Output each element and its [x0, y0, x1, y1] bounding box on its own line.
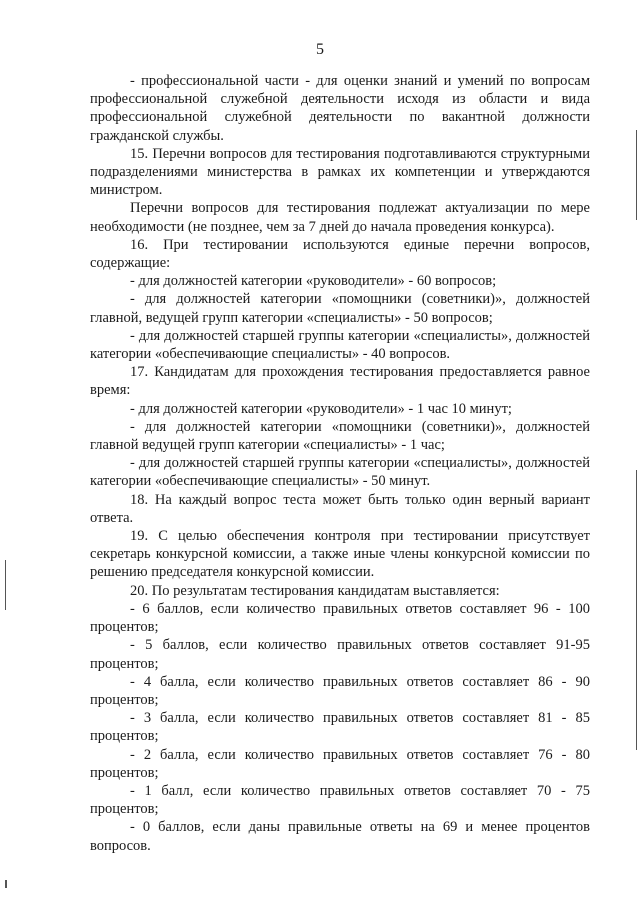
list-item-questions-senior: - для должностей старшей группы категории «специалисты», должностей категории «обеспечивающие специалисты» - 40 вопросов.: [90, 327, 590, 363]
list-item-questions-advisers: - для должностей категории «помощники (советники)», должностей главной, ведущей групп категории «специалисты» - 50 вопросов;: [90, 291, 590, 326]
paragraph-item-18: 18. На каждый вопрос теста может быть только один верный вариант ответа.: [90, 491, 590, 526]
paragraph-item-20: 20. По результатам тестирования кандидатам выставляется:: [130, 582, 500, 599]
paragraph-item-16: 16. При тестировании используются единые перечни вопросов, содержащие:: [90, 236, 590, 272]
scan-edge-mark-left: [5, 560, 6, 610]
list-item-questions-managers: - для должностей категории «руководители» - 60 вопросов;: [130, 273, 497, 290]
list-item-score-1: - 1 балл, если количество правильных ответов составляет 70 - 75 процентов;: [90, 782, 590, 818]
list-item-score-5: - 5 баллов, если количество правильных ответов составляет 91-95 процентов;: [90, 637, 590, 672]
list-item-time-senior: - для должностей старшей группы категории «специалисты», должностей категории «обеспечивающие специалисты» - 50 минут.: [90, 455, 590, 490]
scan-edge-mark-lower: [636, 470, 637, 750]
paragraph-question-update: Перечни вопросов для тестирования подлежат актуализации по мере необходимости (не позднее, чем за 7 дней до начала проведения конкурса).: [90, 200, 590, 235]
paragraph-item-19: 19. С целью обеспечения контроля при тестировании присутствует секретарь конкурсной комиссии, а также иные члены конкурсной комиссии по решению председателя конкурсной комиссии.: [90, 528, 590, 581]
paragraph-item-17: 17. Кандидатам для прохождения тестирования предоставляется равное время:: [90, 364, 590, 399]
list-item-score-2: - 2 балла, если количество правильных ответов составляет 76 - 80 процентов;: [90, 746, 590, 781]
list-item-score-0: - 0 баллов, если даны правильные ответы на 69 и менее процентов вопросов.: [90, 819, 590, 854]
list-item-time-managers: - для должностей категории «руководители» - 1 час 10 минут;: [130, 400, 512, 417]
page-number: 5: [316, 41, 324, 58]
list-item-score-3: - 3 балла, если количество правильных ответов составляет 81 - 85 процентов;: [90, 710, 590, 745]
list-item-score-4: - 4 балла, если количество правильных ответов составляет 86 - 90 процентов;: [90, 673, 590, 708]
scan-corner-mark: [5, 880, 7, 888]
list-item-time-advisers: - для должностей категории «помощники (советники)», должностей главной ведущей групп категории «специалисты» - 1 час;: [90, 418, 590, 454]
document-body: [90, 72, 590, 855]
scan-edge-mark-upper: [636, 130, 637, 220]
list-item-score-6: - 6 баллов, если количество правильных ответов составляет 96 - 100 процентов;: [90, 600, 590, 636]
paragraph-professional-part: - профессиональной части - для оценки знаний и умений по вопросам профессиональной служебной деятельности исходя из области и вида профессиональной служебной деятельности по вакантной должности гражданской службы.: [90, 73, 590, 144]
paragraph-item-15: 15. Перечни вопросов для тестирования подготавливаются структурными подразделениями министерства в рамках их компетенции и утверждаются министром.: [90, 145, 590, 199]
